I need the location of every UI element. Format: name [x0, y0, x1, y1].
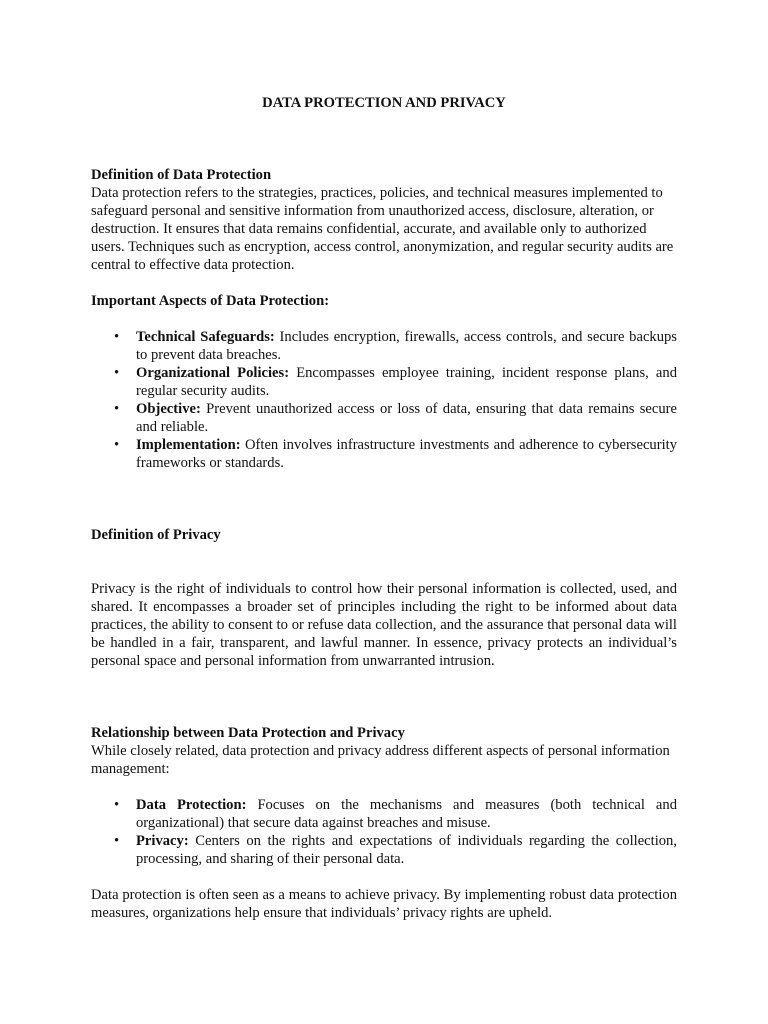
list-item [91, 328, 677, 364]
heading-definition-data-protection: Definition of Data Protection [91, 167, 272, 183]
list-item-term: Implementation: [136, 437, 241, 453]
list-item-term: Data Protection: [136, 797, 247, 813]
document-title: DATA PROTECTION AND PRIVACY [262, 95, 506, 111]
paragraph-data-protection-definition: Data protection refers to the strategies, practices, policies, and technical measures implemented to safeguard personal and sensitive information from unauthorized access, disclosure, alteration, or destruction. It ensures that data remains confidential, accurate, and available only to authorized users. Techniques such as encryption, access control, anonymization, and regular security audits are central to effective data protection. [91, 185, 674, 273]
heading-relationship: Relationship between Data Protection and Privacy [91, 725, 405, 741]
list-item-text: Prevent unauthorized access or loss of data, ensuring that data remains secure and reliable. [136, 401, 677, 435]
list-item [91, 832, 677, 868]
relationship-list [91, 796, 677, 868]
list-item-text: Often involves infrastructure investments and adherence to cybersecurity frameworks or standards. [136, 437, 677, 471]
list-item-text: Focuses on the mechanisms and measures (both technical and organizational) that secure data against breaches and misuse. [136, 797, 677, 831]
paragraph-relationship-intro: While closely related, data protection and privacy address different aspects of personal information management: [91, 743, 670, 777]
document-page [91, 94, 677, 922]
bullet-icon: • [114, 797, 120, 813]
bullet-icon: • [114, 401, 120, 417]
heading-definition-privacy: Definition of Privacy [91, 527, 221, 543]
list-item [91, 400, 677, 436]
list-item-text: Encompasses employee training, incident response plans, and regular security audits. [136, 365, 677, 399]
list-item-text: Includes encryption, firewalls, access controls, and secure backups to prevent data breaches. [136, 329, 677, 363]
list-item [91, 364, 677, 400]
bullet-icon: • [114, 437, 120, 453]
paragraph-privacy-definition: Privacy is the right of individuals to control how their personal information is collected, used, and shared. It encompasses a broader set of principles including the right to be informed about data practices, the ability to consent to or refuse data collection, and the assurance that personal data will be handled in a fair, transparent, and lawful manner. In essence, privacy protects an individual’s personal space and personal information from unwarranted intrusion. [91, 581, 677, 669]
list-item-term: Organizational Policies: [136, 365, 290, 381]
list-item-term: Objective: [136, 401, 201, 417]
paragraph-conclusion: Data protection is often seen as a means to achieve privacy. By implementing robust data protection measures, organizations help ensure that individuals’ privacy rights are upheld. [91, 887, 677, 921]
list-item-term: Technical Safeguards: [136, 329, 275, 345]
bullet-icon: • [114, 833, 120, 849]
list-item [91, 796, 677, 832]
list-item-text: Centers on the rights and expectations of individuals regarding the collection, processing, and sharing of their personal data. [136, 833, 677, 867]
list-item [91, 436, 677, 472]
aspects-list [91, 328, 677, 472]
list-item-term: Privacy: [136, 833, 189, 849]
bullet-icon: • [114, 329, 120, 345]
heading-important-aspects: Important Aspects of Data Protection: [91, 293, 330, 309]
bullet-icon: • [114, 365, 120, 381]
